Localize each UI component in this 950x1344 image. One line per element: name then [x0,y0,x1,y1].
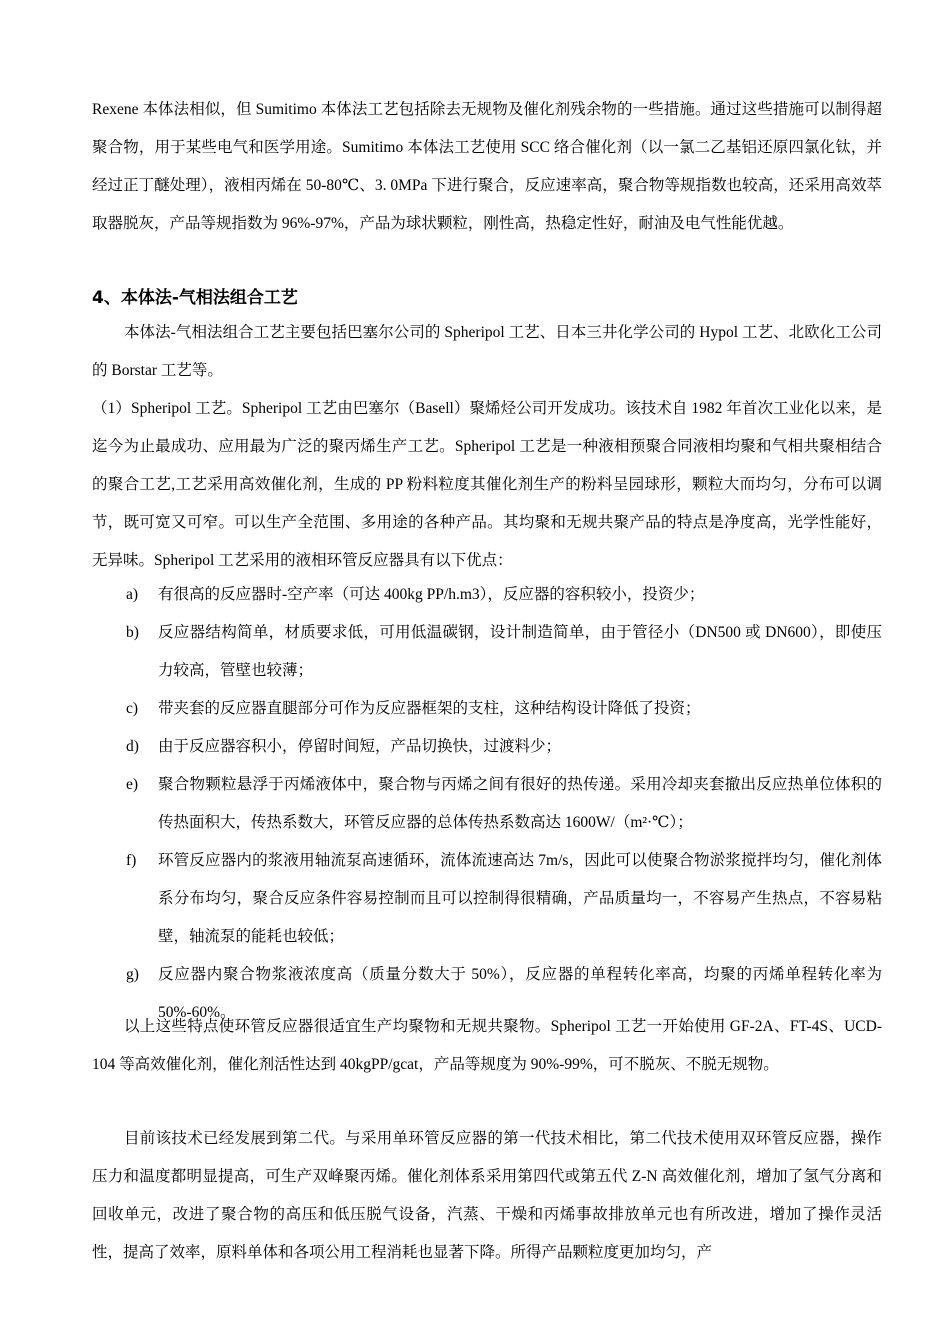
list-item-text: 有很高的反应器时-空产率（可达 400kg PP/h.m3），反应器的容积较小，投资少； [158,586,705,603]
list-marker: a) [126,586,139,603]
list-marker: c) [126,700,139,717]
list-item-text: 反应器结构简单，材质要求低，可用低温碳钢，设计制造简单，由于管径小（DN500 或 DN600），即使压力较高，管壁也较薄； [158,624,882,679]
list-item [92,728,882,766]
list-marker: f) [126,852,137,869]
paragraph-after-list: 以上这些特点使环管反应器很适宜生产均聚物和无规共聚物。Spheripol 工艺一开始使用 GF-2A、FT-4S、UCD-104 等高效催化剂，催化剂活性达到 40kgPP/gcat，产品等规度为 90%-99%，可不脱灰、不脱无规物。 [92,1018,882,1073]
paragraph-intro: Rexene 本体法相似，但 Sumitimo 本体法工艺包括除去无规物及催化剂残余物的一些措施。通过这些措施可以制得超聚合物，用于某些电气和医学用途。Sumitimo 本体法工艺使用 SCC 络合催化剂（以一氯二乙基铝还原四氯化钛，并经过正丁醚处理），液相丙烯在 50-80℃、3. 0MPa 下进行聚合，反应速率高，聚合物等规指数也较高，还采用高效萃取器脱灰，产品等规指数为 96%-97%，产品为球状颗粒，刚性高，热稳定性好，耐油及电气性能优越。 [92,101,882,232]
list-marker: e) [126,776,139,793]
list-item-text: 带夹套的反应器直腿部分可作为反应器框架的支柱，这种结构设计降低了投资； [158,700,701,717]
list-item [92,576,882,614]
list-item [92,614,882,690]
list-marker: g) [126,966,139,983]
list-item-text: 反应器内聚合物浆液浓度高（质量分数大于 50%），反应器的单程转化率高，均聚的丙烯单程转化率为 50%-60%。 [158,966,882,1021]
list-item [92,690,882,728]
paragraph-combo-process: 本体法-气相法组合工艺主要包括巴塞尔公司的 Spheripol 工艺、日本三井化学公司的 Hypol 工艺、北欧化工公司的 Borstar 工艺等。 [92,324,882,379]
list-marker: b) [126,624,139,641]
list-item-text: 环管反应器内的浆液用轴流泵高速循环，流体流速高达 7m/s，因此可以使聚合物淤浆搅拌均匀，催化剂体系分布均匀，聚合反应条件容易控制而且可以控制得很精确，产品质量均一，不容易产生热点，不容易粘壁，轴流泵的能耗也较低； [158,852,882,945]
advantages-list [92,576,882,1032]
section-heading-4: 4、本体法-气相法组合工艺 [92,288,298,308]
list-item-text: 聚合物颗粒悬浮于丙烯液体中，聚合物与丙烯之间有很好的热传递。采用冷却夹套撤出反应热单位体积的传热面积大，传热系数大，环管反应器的总体传热系数高达 1600W/（m²·℃）； [158,776,882,831]
list-item-text: 由于反应器容积小，停留时间短，产品切换快，过渡料少； [158,738,562,755]
paragraph-second-generation: 目前该技术已经发展到第二代。与采用单环管反应器的第一代技术相比，第二代技术使用双环管反应器，操作压力和温度都明显提高，可生产双峰聚丙烯。催化剂体系采用第四代或第五代 Z-N 高效催化剂，增加了氢气分离和回收单元，改进了聚合物的高压和低压脱气设备，汽蒸、干燥和丙烯事故排放单元也有所改进，增加了操作灵活性，提高了效率，原料单体和各项公用工程消耗也显著下降。所得产品颗粒度更加均匀，产 [92,1130,882,1261]
list-item [92,766,882,842]
list-item [92,842,882,956]
list-marker: d) [126,738,139,755]
paragraph-spheripol: （1）Spheripol 工艺。Spheripol 工艺由巴塞尔（Basell）聚烯烃公司开发成功。该技术自 1982 年首次工业化以来，是迄今为止最成功、应用最为广泛的聚丙烯生产工艺。Spheripol 工艺是一种液相预聚合同液相均聚和气相共聚相结合的聚合工艺,工艺采用高效催化剂，生成的 PP 粉料粒度其催化剂生产的粉料呈园球形，颗粒大而均匀，分布可以调节，既可宽又可窄。可以生产全范围、多用途的各种产品。其均聚和无规共聚产品的特点是净度高，光学性能好，无异味。Spheripol 工艺采用的液相环管反应器具有以下优点： [92,400,882,569]
